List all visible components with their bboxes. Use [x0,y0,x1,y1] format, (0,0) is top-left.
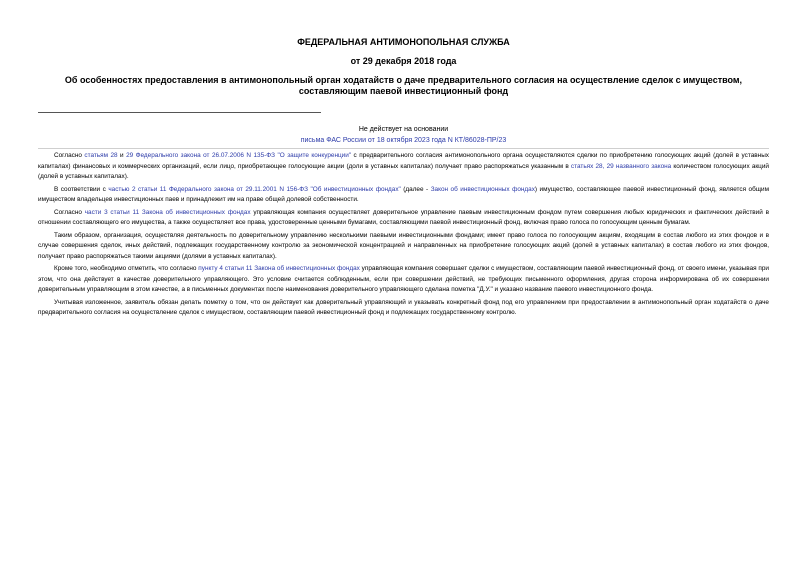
text-run: управляющая компания совершает сделки с имуществом, составляющим паевой инвестиционный фонд, от своего имени, указывая при этом, что она действует в качестве доверительного управляющего. Это условие считается соблюденным, если при совершении действий, не требующих письменного оформления, другая сторона информирована об их совершении доверительным управляющим в этом качестве, а в письменных документах после наименования доверительного управляющего сделана пометка "Д.У." и указано название паевого инвестиционного фонда. [38,265,769,293]
status-link-line [0,136,807,145]
text-run: Согласно [54,208,85,216]
document-title: Об особенностях предоставления в антимонопольный орган ходатайств о даче предварительного согласия на осуществление сделок с имуществом, составляющим паевой инвестиционный фонд [64,75,743,96]
text-run: и [117,152,127,159]
text-run: количеством голосующих акций (долей в уставных капиталах). [38,162,769,180]
content-separator [38,148,769,149]
status-link[interactable]: письма ФАС России от 18 октября 2023 года N КТ/86028-ПР/23 [300,137,507,144]
status-note: Не действует на основании [358,126,449,133]
paragraph-1 [38,151,769,183]
paragraph-5 [38,264,769,296]
text-run: Кроме того, необходимо отметить, что согласно [54,265,199,272]
law-link[interactable]: 29 Федерального закона от 26.07.2006 N 135-ФЗ "О защите конкуренции" [126,152,352,159]
paragraph-6: Учитывая изложенное, заявитель обязан делать пометку о том, что он действует как доверительный управляющий и указывать конкретный фонд под его управлением при предоставлении в антимонопольный орган ходатайств о даче предварительного согласия на осуществление сделок с имуществом, составляющим паевой инвестиционный фонд и подлежащих государственному контролю. [38,298,769,316]
document-body [38,151,769,321]
document-date: от 29 декабря 2018 года [350,56,457,66]
organization-heading: ФЕДЕРАЛЬНАЯ АНТИМОНОПОЛЬНАЯ СЛУЖБА [297,37,510,47]
law-link[interactable]: статьям 28 [84,152,118,159]
law-link[interactable]: части 3 статьи 11 Закона об инвестиционных фондах [84,208,251,216]
text-run: (далее - [400,185,431,193]
separator-line [38,112,321,113]
law-link[interactable]: пункту 4 статьи 11 Закона об инвестиционных фондах [198,265,360,272]
law-link[interactable]: Закон об инвестиционных фондах [430,185,535,193]
law-link[interactable]: статьях 28, 29 названного закона [570,162,672,170]
text-run: ) имущество, составляющее паевой инвестиционный фонд, является общим имуществом владельцев инвестиционных паев и принадлежит им на праве общей долевой собственности. [38,185,769,203]
paragraph-2 [38,185,769,206]
paragraph-4: Таким образом, организация, осуществляя деятельность по доверительному управлению несколькими паевыми инвестиционными фондами; имеет право голоса по голосующим акциям, входящим в состав любого из этих фондов и в случае совершения сделок, иных действий, подлежащих государственному контролю за экономической концентрацией и направленных на приобретение голосующих акций (долей в уставных капиталах) в состав любого из этих фондов, получает право распоряжаться такими акциями (долями в уставных капиталах). [38,231,769,260]
text-run: управляющая компания осуществляет доверительное управление паевым инвестиционным фондом путем совершения любых юридических и фактических действий в отношении составляющего его имущества, а также осуществляет все права, удостоверенные ценными бумагами, составляющими паевой инвестиционный фонд, включая право голоса по голосующим ценным бумагам. [38,208,769,226]
paragraph-3 [38,208,769,229]
text-run: В соответствии с [54,185,109,193]
text-run: Согласно [54,152,85,159]
text-run: с предварительного согласия антимонопольного органа осуществляются сделки по приобретению голосующих акций (долей в уставных капиталах) финансовых и коммерческих организаций, если лицо, приобретающее голосующие акции (доли в уставных капиталах) получает право распоряжаться указанным в [38,152,769,170]
law-link[interactable]: частью 2 статьи 11 Федерального закона от 29.11.2001 N 156-ФЗ "Об инвестиционных фондах" [108,185,401,193]
